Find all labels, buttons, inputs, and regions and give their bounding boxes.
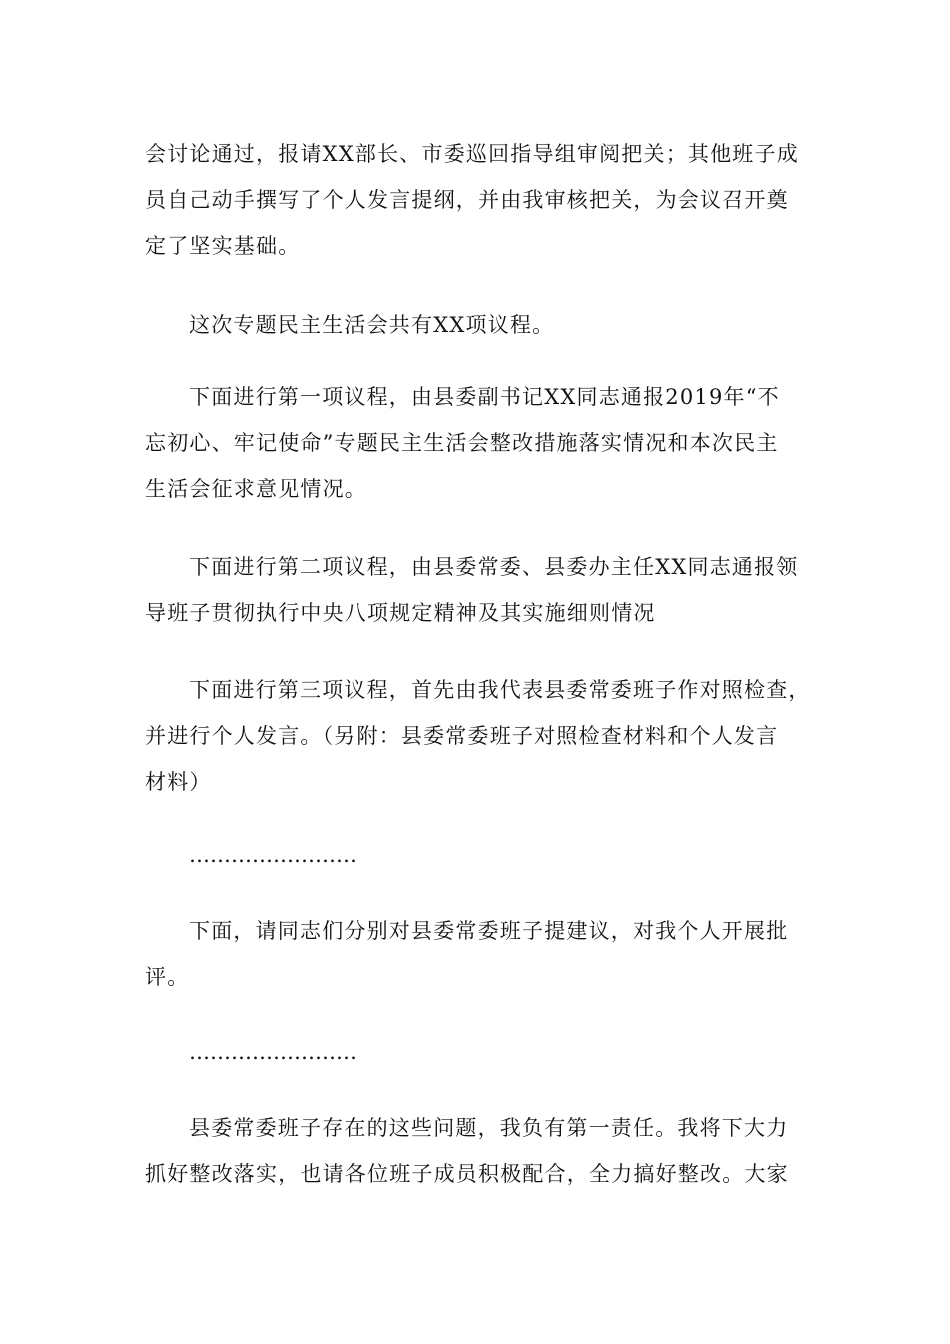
text-line: 县委常委班子存在的这些问题，我负有第一责任。我将下大力 [189, 1116, 789, 1140]
paragraph-7 [145, 1105, 805, 1197]
text-line: 评。 [145, 965, 190, 989]
text-line: 这次专题民主生活会共有XX项议程。 [189, 313, 555, 337]
text-line: 下面进行第二项议程，由县委常委、县委办主任XX同志通报领 [189, 555, 799, 579]
text-line: 下面进行第三项议程，首先由我代表县委常委班子作对照检查， [189, 678, 811, 702]
text-line: 下面，请同志们分别对县委常委班子提建议，对我个人开展批 [189, 919, 789, 943]
text-line: 会讨论通过，报请XX部长、市委巡回指导组审阅把关；其他班子成 [145, 142, 799, 166]
paragraph-6 [145, 908, 805, 1000]
paragraph-3 [145, 374, 805, 512]
paragraph-4 [145, 544, 805, 636]
text-line: 定了坚实基础。 [145, 234, 301, 258]
text-line: 材料） [145, 770, 212, 794]
ellipsis-separator: …………………… [189, 843, 357, 867]
text-line: 生活会征求意见情况。 [145, 477, 367, 501]
text-line: 忘初心、牢记使命”专题民主生活会整改措施落实情况和本次民主 [145, 431, 779, 455]
text-line: 下面进行第一项议程，由县委副书记XX同志通报2019年“不 [189, 385, 780, 409]
text-line: 员自己动手撰写了个人发言提纲，并由我审核把关，为会议召开奠 [145, 188, 789, 212]
paragraph-2 [145, 302, 805, 348]
text-line: 导班子贯彻执行中央八项规定精神及其实施细则情况 [145, 601, 656, 625]
paragraph-5 [145, 667, 811, 805]
ellipsis-separator: …………………… [189, 1040, 357, 1064]
text-line: 并进行个人发言。（另附：县委常委班子对照检查材料和个人发言 [145, 724, 779, 748]
text-line: 抓好整改落实，也请各位班子成员积极配合，全力搞好整改。大家 [145, 1162, 789, 1186]
paragraph-1 [145, 131, 805, 269]
